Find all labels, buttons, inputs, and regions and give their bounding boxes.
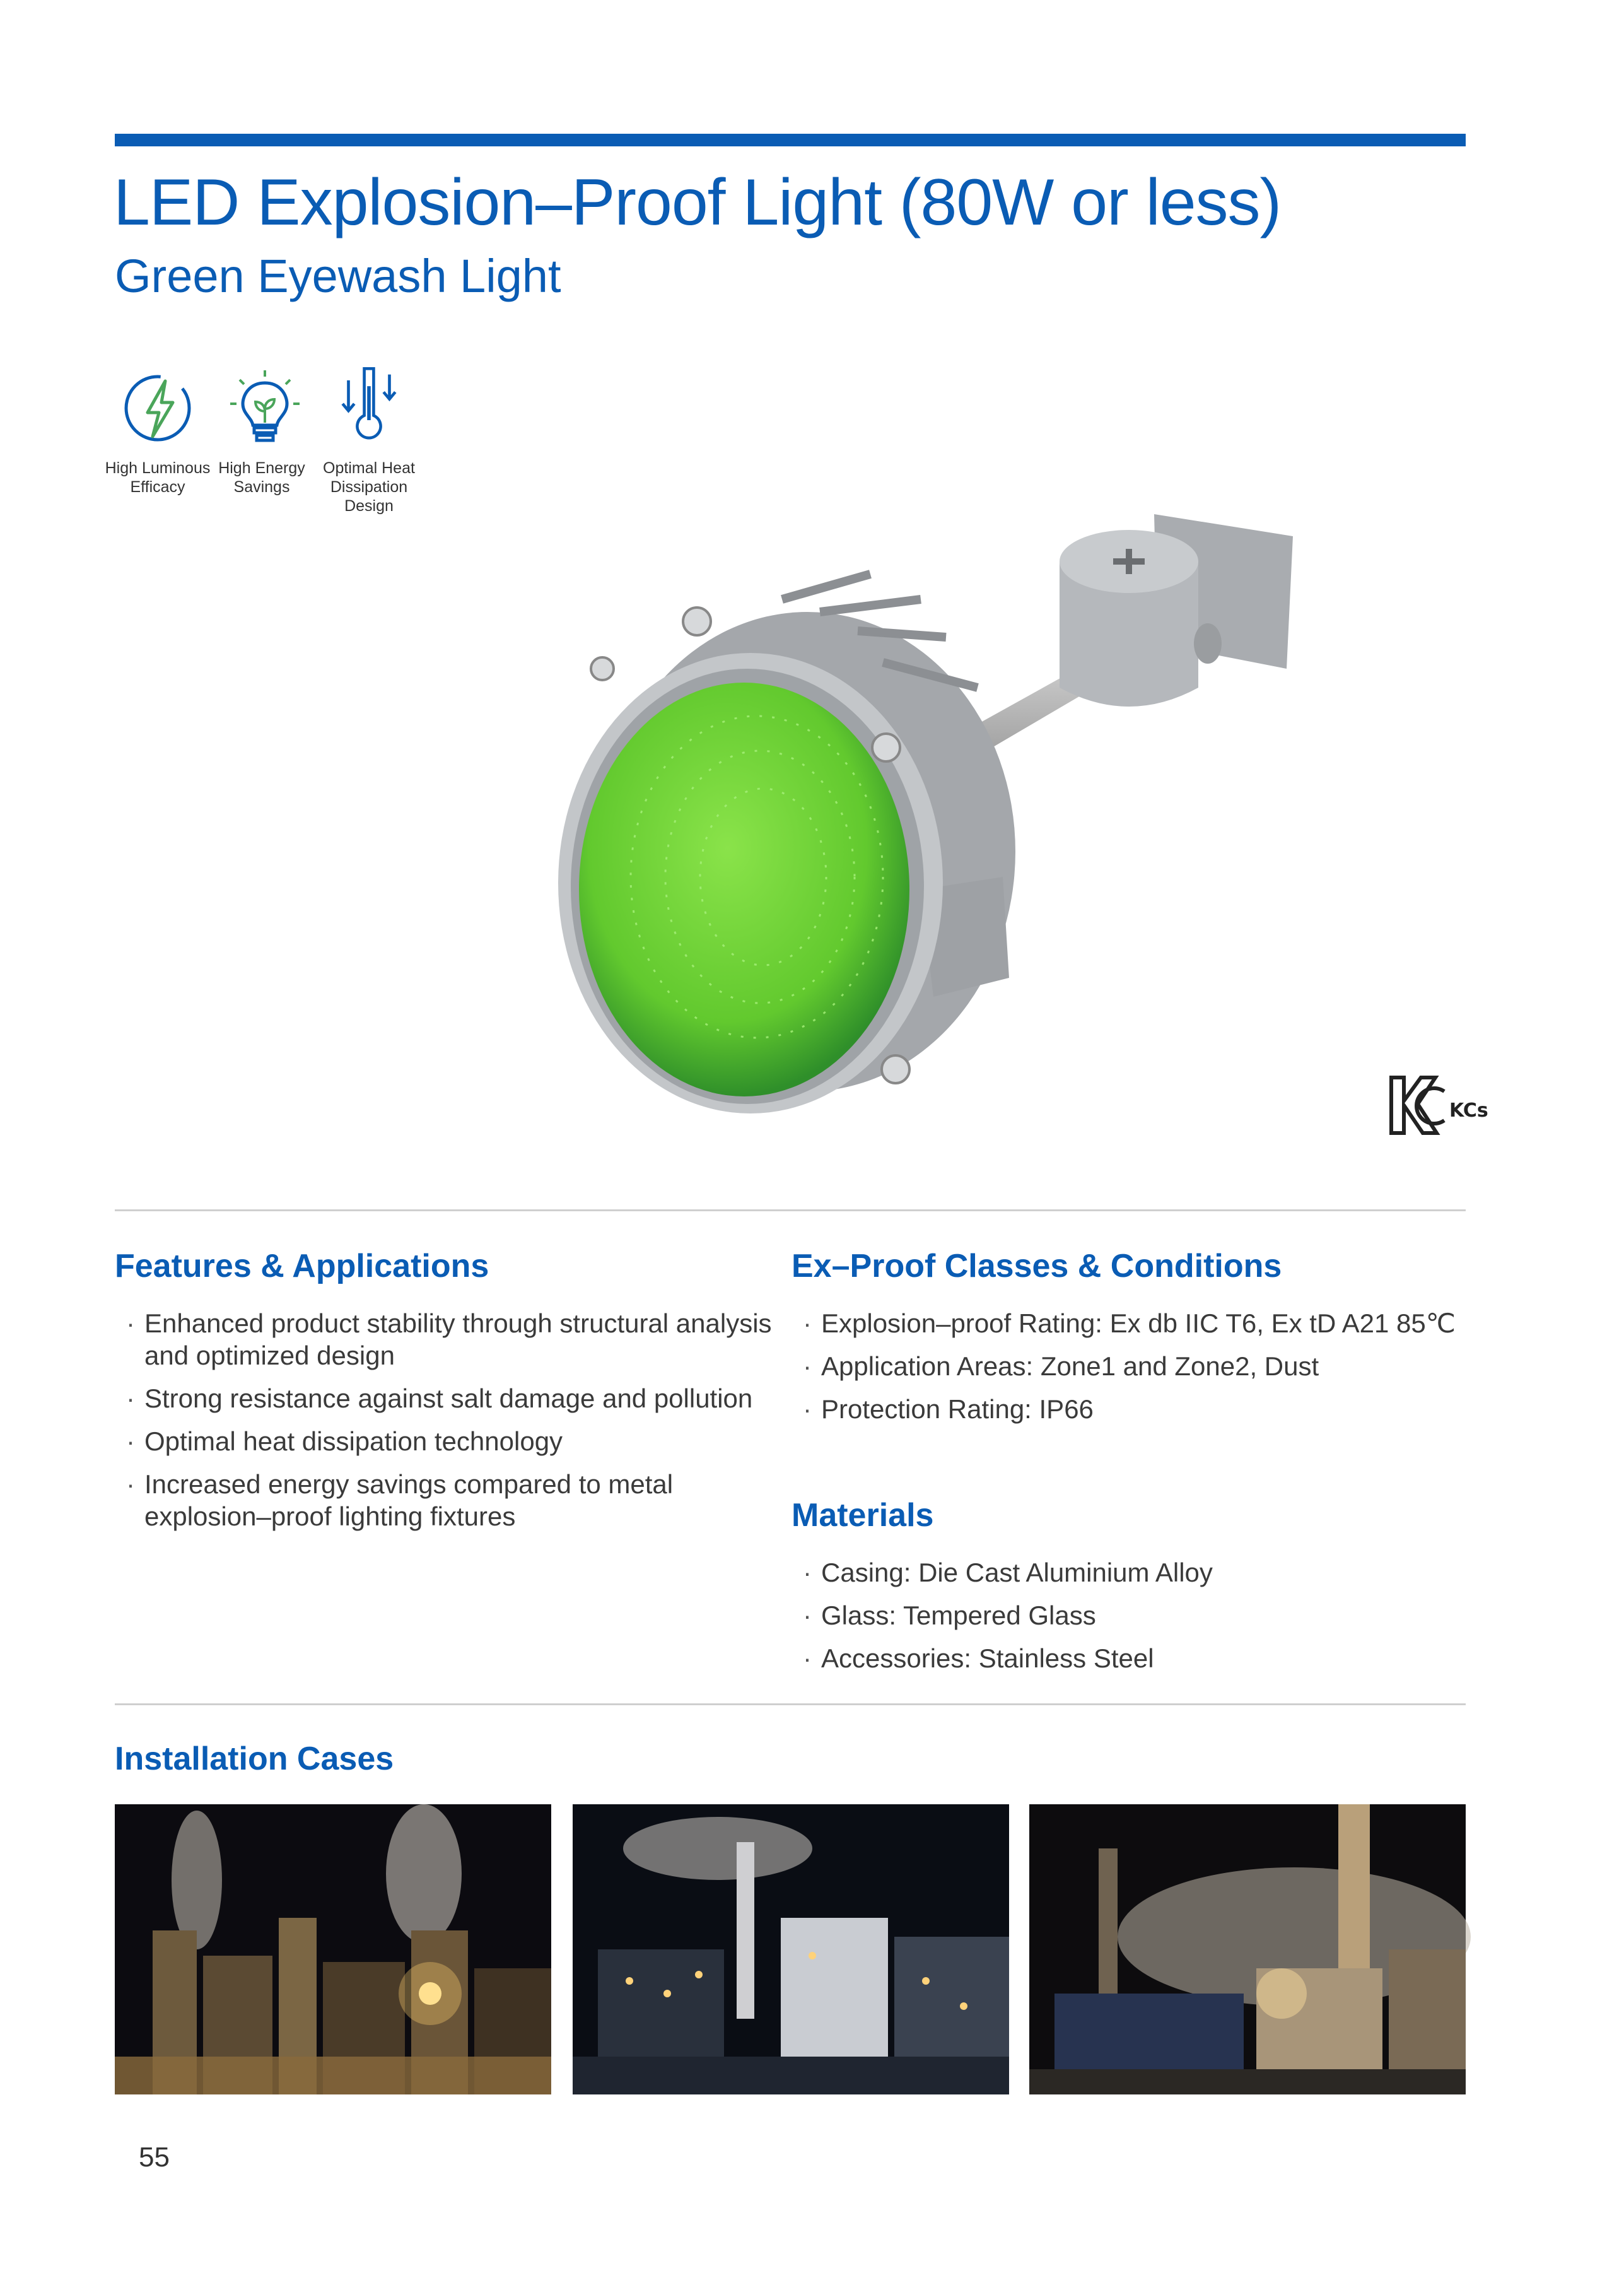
- kcs-certification-mark: [1386, 1072, 1488, 1142]
- list-item: · Optimal heat dissipation technology: [115, 1425, 783, 1457]
- list-item: · Glass: Tempered Glass: [792, 1599, 1466, 1631]
- feature-luminous: [120, 367, 202, 452]
- list-item: · Enhanced product stability through structural analysis and optimized design: [115, 1307, 783, 1371]
- list-item: · Application Areas: Zone1 and Zone2, Dust: [792, 1350, 1466, 1382]
- list-item: · Increased energy savings compared to metal explosion–proof lighting fixtures: [115, 1468, 783, 1532]
- feature-label: High Energy Savings: [218, 459, 305, 496]
- materials-list: [792, 1556, 1466, 1685]
- list-item: · Casing: Die Cast Aluminium Alloy: [792, 1556, 1466, 1589]
- installation-photo-1: [115, 1804, 551, 2094]
- page-number: 55: [139, 2142, 170, 2173]
- page-subtitle: Green Eyewash Light: [115, 250, 561, 302]
- lightning-icon: [120, 367, 202, 449]
- exproof-heading: Ex–Proof Classes & Conditions: [792, 1248, 1282, 1284]
- features-list: [115, 1307, 783, 1543]
- green-lens: [579, 683, 909, 1096]
- feature-label: High Luminous Efficacy: [105, 459, 211, 496]
- list-item: · Strong resistance against salt damage and pollution: [115, 1382, 783, 1414]
- feature-energy: [224, 367, 306, 452]
- exproof-list: [792, 1307, 1466, 1436]
- thermometer-icon: [328, 363, 410, 445]
- bulb-icon: [224, 367, 306, 449]
- feature-label: Optimal Heat Dissipation Design: [323, 459, 415, 515]
- list-item: · Protection Rating: IP66: [792, 1393, 1466, 1425]
- installation-heading: Installation Cases: [115, 1741, 394, 1777]
- list-item: · Accessories: Stainless Steel: [792, 1642, 1466, 1674]
- kcs-label: KCs: [1449, 1100, 1488, 1122]
- materials-heading: Materials: [792, 1497, 934, 1534]
- product-image: [542, 498, 1312, 1117]
- divider: [115, 1209, 1466, 1211]
- installation-photo-3: [1029, 1804, 1466, 2094]
- list-item: · Explosion–proof Rating: Ex db IIC T6, Ex tD A21 85℃: [792, 1307, 1466, 1339]
- top-accent-bar: [115, 134, 1466, 146]
- installation-photo-2: [573, 1804, 1009, 2094]
- junction-box: [1060, 514, 1293, 707]
- page-title: LED Explosion–Proof Light (80W or less): [114, 166, 1282, 239]
- divider: [115, 1703, 1466, 1705]
- feature-heat: [328, 363, 410, 448]
- features-heading: Features & Applications: [115, 1248, 489, 1284]
